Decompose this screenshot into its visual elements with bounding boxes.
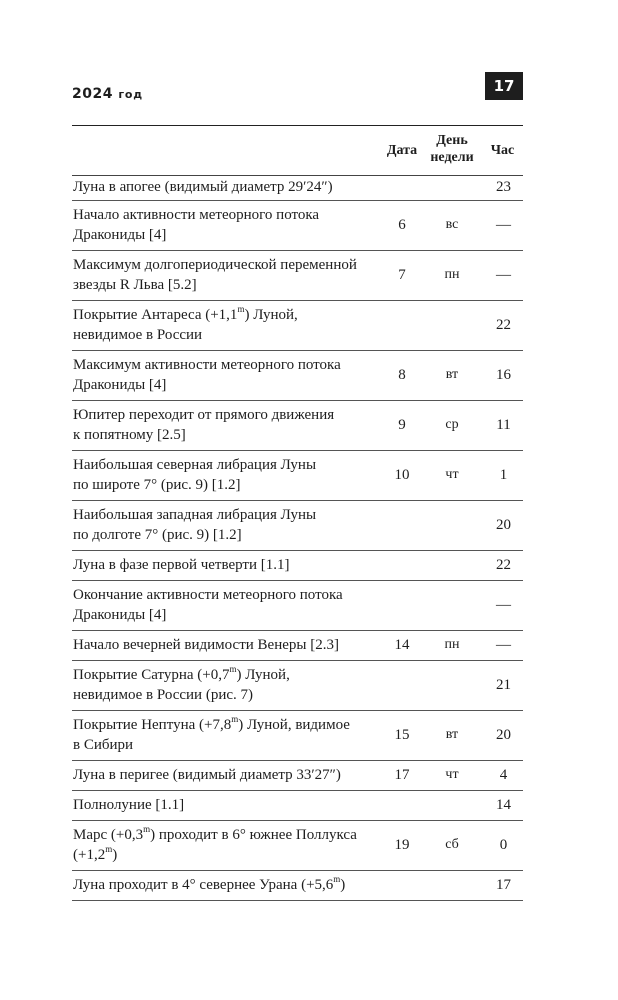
row-text: Наибольшая западная либрация Луны по долготе 7° (рис. 9) [1.2]: [72, 500, 384, 550]
row-text: Максимум долгопериодической переменной звезды R Льва [5.2]: [72, 250, 384, 300]
events-table: [72, 175, 523, 901]
row-date: [384, 175, 420, 200]
row-weekday: [420, 870, 484, 900]
row-date: [384, 660, 420, 710]
row-date: 9: [384, 400, 420, 450]
row-date: [384, 870, 420, 900]
row-date: 7: [384, 250, 420, 300]
row-hour: 16: [484, 350, 523, 400]
row-weekday: чт: [420, 760, 484, 790]
row-text: Луна в перигее (видимый диаметр 33′27″): [72, 760, 384, 790]
table-row: [72, 760, 523, 790]
row-weekday: чт: [420, 450, 484, 500]
row-date: 15: [384, 710, 420, 760]
row-text: Луна в апогее (видимый диаметр 29′24″): [72, 175, 384, 200]
row-date: [384, 500, 420, 550]
row-date: [384, 300, 420, 350]
header-weekday-line1: День: [436, 133, 468, 148]
table-row: [72, 300, 523, 350]
header-weekday: [427, 132, 477, 166]
table-row: [72, 450, 523, 500]
table-row: [72, 790, 523, 820]
table-row: [72, 580, 523, 630]
table-row: [72, 500, 523, 550]
row-weekday: сб: [420, 820, 484, 870]
row-weekday: [420, 790, 484, 820]
row-hour: —: [484, 580, 523, 630]
row-hour: 22: [484, 300, 523, 350]
table-row: [72, 400, 523, 450]
row-date: 6: [384, 200, 420, 250]
row-weekday: [420, 500, 484, 550]
row-hour: 23: [484, 175, 523, 200]
row-date: 17: [384, 760, 420, 790]
row-hour: 20: [484, 710, 523, 760]
table-row: [72, 175, 523, 200]
row-text: Наибольшая северная либрация Луны по широте 7° (рис. 9) [1.2]: [72, 450, 384, 500]
running-header-year: [72, 86, 143, 102]
row-text: Юпитер переходит от прямого движения к попятному [2.5]: [72, 400, 384, 450]
row-weekday: пн: [420, 250, 484, 300]
row-text: Луна в фазе первой четверти [1.1]: [72, 550, 384, 580]
row-date: 14: [384, 630, 420, 660]
row-text: Начало вечерней видимости Венеры [2.3]: [72, 630, 384, 660]
row-hour: —: [484, 630, 523, 660]
table-row: [72, 630, 523, 660]
table-row: [72, 250, 523, 300]
row-date: 19: [384, 820, 420, 870]
row-hour: 22: [484, 550, 523, 580]
row-weekday: вт: [420, 350, 484, 400]
table-row: [72, 820, 523, 870]
row-hour: 4: [484, 760, 523, 790]
row-hour: 0: [484, 820, 523, 870]
row-date: [384, 790, 420, 820]
row-text: Полнолуние [1.1]: [72, 790, 384, 820]
table-row: [72, 550, 523, 580]
row-weekday: [420, 300, 484, 350]
row-text: Покрытие Сатурна $(+0,7^m)$ Луной, невидимое в России (рис. 7): [72, 660, 384, 710]
table-row: [72, 200, 523, 250]
row-hour: 17: [484, 870, 523, 900]
row-hour: 21: [484, 660, 523, 710]
row-text: Луна проходит в 4° севернее Урана $(+5,6^m)$: [72, 870, 384, 900]
year-number: 2024: [72, 86, 113, 102]
row-hour: —: [484, 200, 523, 250]
page-number: 17: [485, 72, 523, 100]
row-weekday: пн: [420, 630, 484, 660]
header-date: Дата: [386, 143, 418, 158]
row-hour: 11: [484, 400, 523, 450]
row-text: Марс $(+0,3^m)$ проходит в 6° южнее Поллукса $(+1,2^m)$: [72, 820, 384, 870]
year-suffix: год: [118, 88, 143, 101]
table-row: [72, 710, 523, 760]
row-weekday: [420, 175, 484, 200]
row-text: Покрытие Антареса $(+1,1^m)$ Луной, невидимое в России: [72, 300, 384, 350]
row-weekday: вт: [420, 710, 484, 760]
row-hour: 14: [484, 790, 523, 820]
row-text: Максимум активности метеорного потока Дракониды [4]: [72, 350, 384, 400]
row-date: 10: [384, 450, 420, 500]
row-date: [384, 580, 420, 630]
row-date: [384, 550, 420, 580]
header-hour: Час: [490, 143, 515, 158]
row-weekday: [420, 580, 484, 630]
row-weekday: [420, 550, 484, 580]
row-text: Окончание активности метеорного потока Дракониды [4]: [72, 580, 384, 630]
table-header: [72, 126, 523, 176]
table-row: [72, 870, 523, 900]
row-hour: 1: [484, 450, 523, 500]
row-date: 8: [384, 350, 420, 400]
row-text: Покрытие Нептуна $(+7,8^m)$ Луной, видимое в Сибири: [72, 710, 384, 760]
row-hour: 20: [484, 500, 523, 550]
row-weekday: ср: [420, 400, 484, 450]
table-row: [72, 660, 523, 710]
table-row: [72, 350, 523, 400]
row-text: Начало активности метеорного потока Дракониды [4]: [72, 200, 384, 250]
row-weekday: [420, 660, 484, 710]
row-hour: —: [484, 250, 523, 300]
row-weekday: вс: [420, 200, 484, 250]
header-weekday-line2: недели: [430, 150, 474, 165]
